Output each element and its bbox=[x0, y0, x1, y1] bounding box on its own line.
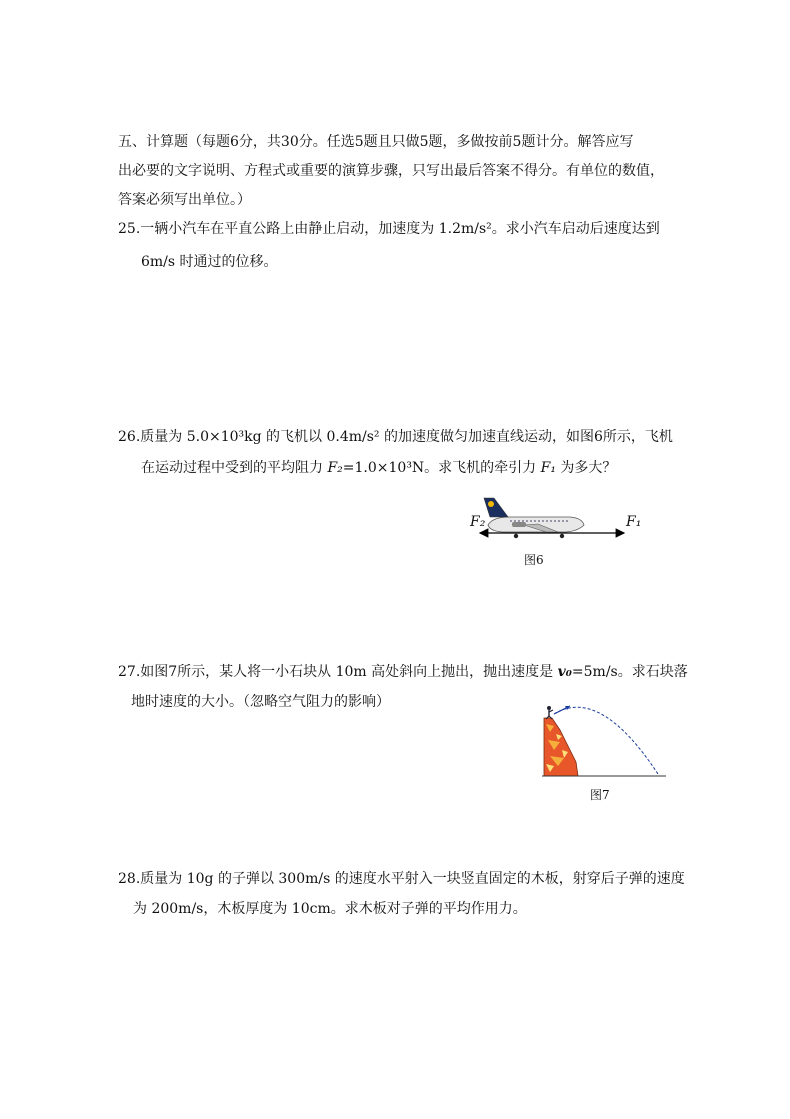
f1-label: F₁ bbox=[626, 514, 642, 530]
q26-line-2-a: 在运动过程中受到的平均阻力 bbox=[141, 460, 328, 476]
q25-line-2: 6m/s 时通过的位移。 bbox=[141, 254, 278, 270]
airplane-icon bbox=[484, 498, 584, 538]
figure-6 bbox=[466, 494, 646, 546]
projectile-diagram bbox=[540, 700, 670, 782]
figure-6-caption: 图6 bbox=[524, 553, 544, 567]
section-header-line-2: 出必要的文字说明、方程式或重要的演算步骤，只写出最后答案不得分。有单位的数值， bbox=[118, 163, 664, 179]
q26-line-1: 26.质量为 5.0×10³kg 的飞机以 0.4m/s² 的加速度做匀加速直线运动，如图6所示，飞机 bbox=[118, 429, 673, 445]
q26-f2-symbol: F₂ bbox=[327, 460, 343, 476]
cliff-icon bbox=[544, 718, 578, 776]
section-header-line-3: 答案必须写出单位。） bbox=[118, 192, 251, 208]
figure-7 bbox=[540, 700, 670, 782]
person-icon bbox=[546, 706, 553, 719]
q26-line-2-b: =1.0×10³N。求飞机的牵引力 bbox=[342, 460, 541, 476]
q28-line-1: 28.质量为 10g 的子弹以 300m/s 的速度水平射入一块竖直固定的木板，射穿后子弹的速度 bbox=[118, 871, 685, 887]
q27-v0-symbol: v₀ bbox=[557, 664, 572, 680]
q27-line-2: 地时速度的大小。（忽略空气阻力的影响） bbox=[131, 694, 390, 710]
q26-f1-symbol: F₁ bbox=[540, 460, 556, 476]
q25-line-1: 25.一辆小汽车在平直公路上由静止启动，加速度为 1.2m/s²。求小汽车启动后速度达到 bbox=[118, 221, 660, 237]
q27-line-1-a: 27.如图7所示，某人将一小石块从 10m 高处斜向上抛出，抛出速度是 bbox=[118, 664, 558, 680]
figure-7-caption: 图7 bbox=[590, 788, 610, 802]
q27-line-1 bbox=[118, 662, 688, 682]
section-header-line-1: 五、计算题（每题6分，共30分。任选5题且只做5题，多做按前5题计分。解答应写 bbox=[118, 134, 634, 150]
q26-line-2 bbox=[141, 458, 616, 478]
q28-line-2: 为 200m/s，木板厚度为 10cm。求木板对子弹的平均作用力。 bbox=[133, 901, 527, 917]
f2-label: F₂ bbox=[470, 514, 486, 530]
airplane-force-diagram bbox=[466, 494, 646, 546]
q27-line-1-b: =5m/s。求石块落 bbox=[571, 664, 688, 680]
q26-line-2-c: 为多大？ bbox=[555, 460, 617, 476]
